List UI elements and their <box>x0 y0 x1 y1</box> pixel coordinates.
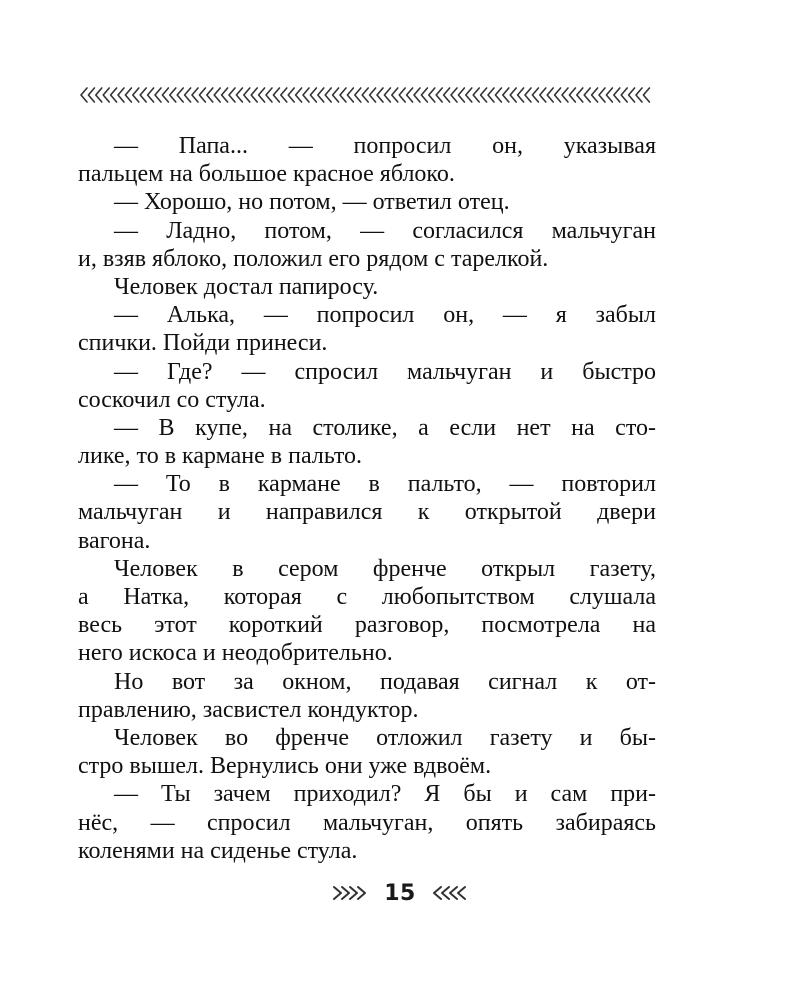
chevron-mark <box>170 88 176 102</box>
chevron-mark <box>362 88 368 102</box>
chevron-mark <box>614 88 620 102</box>
chevron-mark <box>207 88 213 102</box>
chevron-mark <box>555 88 561 102</box>
chevron-mark <box>296 88 302 102</box>
chevron-mark <box>273 88 279 102</box>
chevron-mark <box>214 88 220 102</box>
page-number: 15 <box>384 880 416 906</box>
chevron-mark <box>466 88 472 102</box>
chevron-mark <box>140 88 146 102</box>
chevron-mark <box>259 88 265 102</box>
chevron-mark <box>569 88 575 102</box>
chevron-mark <box>621 88 627 102</box>
chevron-mark <box>451 88 457 102</box>
chevron-mark <box>192 88 198 102</box>
text-line: — Ты зачем приходил? Я бы и сам при- <box>114 781 656 808</box>
chevron-mark <box>281 88 287 102</box>
chevron-mark <box>244 88 250 102</box>
text-line: Человек во френче отложил газету и бы- <box>114 724 656 751</box>
chevron-mark <box>495 88 501 102</box>
text-line: — Ладно, потом, — согласился мальчуган <box>114 217 656 244</box>
body-text <box>78 132 656 865</box>
chevron-mark <box>370 88 376 102</box>
chevron-mark <box>421 88 427 102</box>
chevron-mark <box>518 88 524 102</box>
chevron-mark <box>414 88 420 102</box>
chevron-mark <box>577 88 583 102</box>
page-footer <box>0 878 800 908</box>
chevron-mark <box>310 88 316 102</box>
chevron-mark <box>347 88 353 102</box>
text-line: Человек в сером френче открыл газету, <box>114 555 656 582</box>
text-line: весь этот короткий разговор, посмотрела на <box>78 612 656 639</box>
chevron-mark <box>266 88 272 102</box>
chevron-mark <box>532 88 538 102</box>
chevron-mark <box>436 88 442 102</box>
chevron-mark <box>547 88 553 102</box>
text-line: коленями на сиденье стула. <box>78 837 358 864</box>
chevron-mark <box>636 88 642 102</box>
text-line: — Папа... — попросил он, указывая <box>114 133 656 159</box>
chevron-mark <box>592 88 598 102</box>
chevron-mark <box>473 88 479 102</box>
text-line: лике, то в кармане в пальто. <box>78 443 363 470</box>
text-line: соскочил со стула. <box>78 386 266 413</box>
chevron-mark <box>377 88 383 102</box>
chevron-border-icon <box>78 84 656 106</box>
chevron-mark <box>584 88 590 102</box>
chevron-mark <box>222 88 228 102</box>
chevron-mark <box>251 88 257 102</box>
chevron-mark <box>392 88 398 102</box>
chevron-mark <box>525 88 531 102</box>
chevron-mark <box>199 88 205 102</box>
chevron-mark <box>96 88 102 102</box>
text-line: спички. Пойди принеси. <box>78 330 328 357</box>
chevron-mark <box>303 88 309 102</box>
chevron-mark <box>88 88 94 102</box>
text-line: — Хорошо, но потом, — ответил отец. <box>114 189 510 216</box>
chevron-mark <box>125 88 131 102</box>
chevron-mark <box>629 88 635 102</box>
chevron-mark <box>407 88 413 102</box>
text-line: — То в кармане в пальто, — повторил <box>114 471 656 498</box>
chevron-mark <box>562 88 568 102</box>
text-line: и, взяв яблоко, положил его рядом с тарелкой. <box>78 245 549 272</box>
text-line: а Натка, которая с любопытством слушала <box>78 584 656 610</box>
chevron-mark <box>162 88 168 102</box>
chevron-mark <box>643 88 649 102</box>
chevron-mark <box>81 88 87 102</box>
chevron-mark <box>540 88 546 102</box>
text-line: мальчуган и направился к открытой двери <box>78 499 656 526</box>
chevron-mark <box>399 88 405 102</box>
chevron-mark <box>384 88 390 102</box>
chevron-mark <box>444 88 450 102</box>
chevron-mark <box>481 88 487 102</box>
chevron-mark <box>118 88 124 102</box>
text-line: — В купе, на столике, а если нет на сто- <box>114 414 656 441</box>
chevron-mark <box>288 88 294 102</box>
chevron-mark <box>333 88 339 102</box>
chevron-mark <box>229 88 235 102</box>
text-line: пальцем на большое красное яблоко. <box>78 161 455 188</box>
chevron-mark <box>429 88 435 102</box>
double-chevron-left-icon <box>430 882 468 904</box>
chevron-mark <box>236 88 242 102</box>
text-line: правлению, засвистел кондуктор. <box>78 696 419 723</box>
text-line: Но вот за окном, подавая сигнал к от- <box>114 668 656 695</box>
chevron-mark <box>488 88 494 102</box>
chevron-mark <box>148 88 154 102</box>
chevron-mark <box>111 88 117 102</box>
chevron-mark <box>510 88 516 102</box>
chevron-mark <box>340 88 346 102</box>
chevron-mark <box>458 88 464 102</box>
chevron-mark <box>155 88 161 102</box>
text-line: Человек достал папиросу. <box>114 273 379 300</box>
chevron-mark <box>355 88 361 102</box>
text-line: стро вышел. Вернулись они уже вдвоём. <box>78 753 492 780</box>
chevron-mark <box>606 88 612 102</box>
chevron-mark <box>103 88 109 102</box>
text-line: него искоса и неодобрительно. <box>78 640 393 667</box>
chevron-mark <box>177 88 183 102</box>
chevron-mark <box>185 88 191 102</box>
chevron-mark <box>503 88 509 102</box>
text-line: нёс, — спросил мальчуган, опять забираясь <box>78 809 656 836</box>
double-chevron-right-icon <box>332 882 370 904</box>
text-line: — Алька, — попросил он, — я забыл <box>114 302 656 329</box>
text-line: — Где? — спросил мальчуган и быстро <box>114 358 656 385</box>
chevron-mark <box>325 88 331 102</box>
chevron-mark <box>599 88 605 102</box>
chevron-mark <box>133 88 139 102</box>
text-line: вагона. <box>78 527 151 554</box>
chevron-mark <box>318 88 324 102</box>
